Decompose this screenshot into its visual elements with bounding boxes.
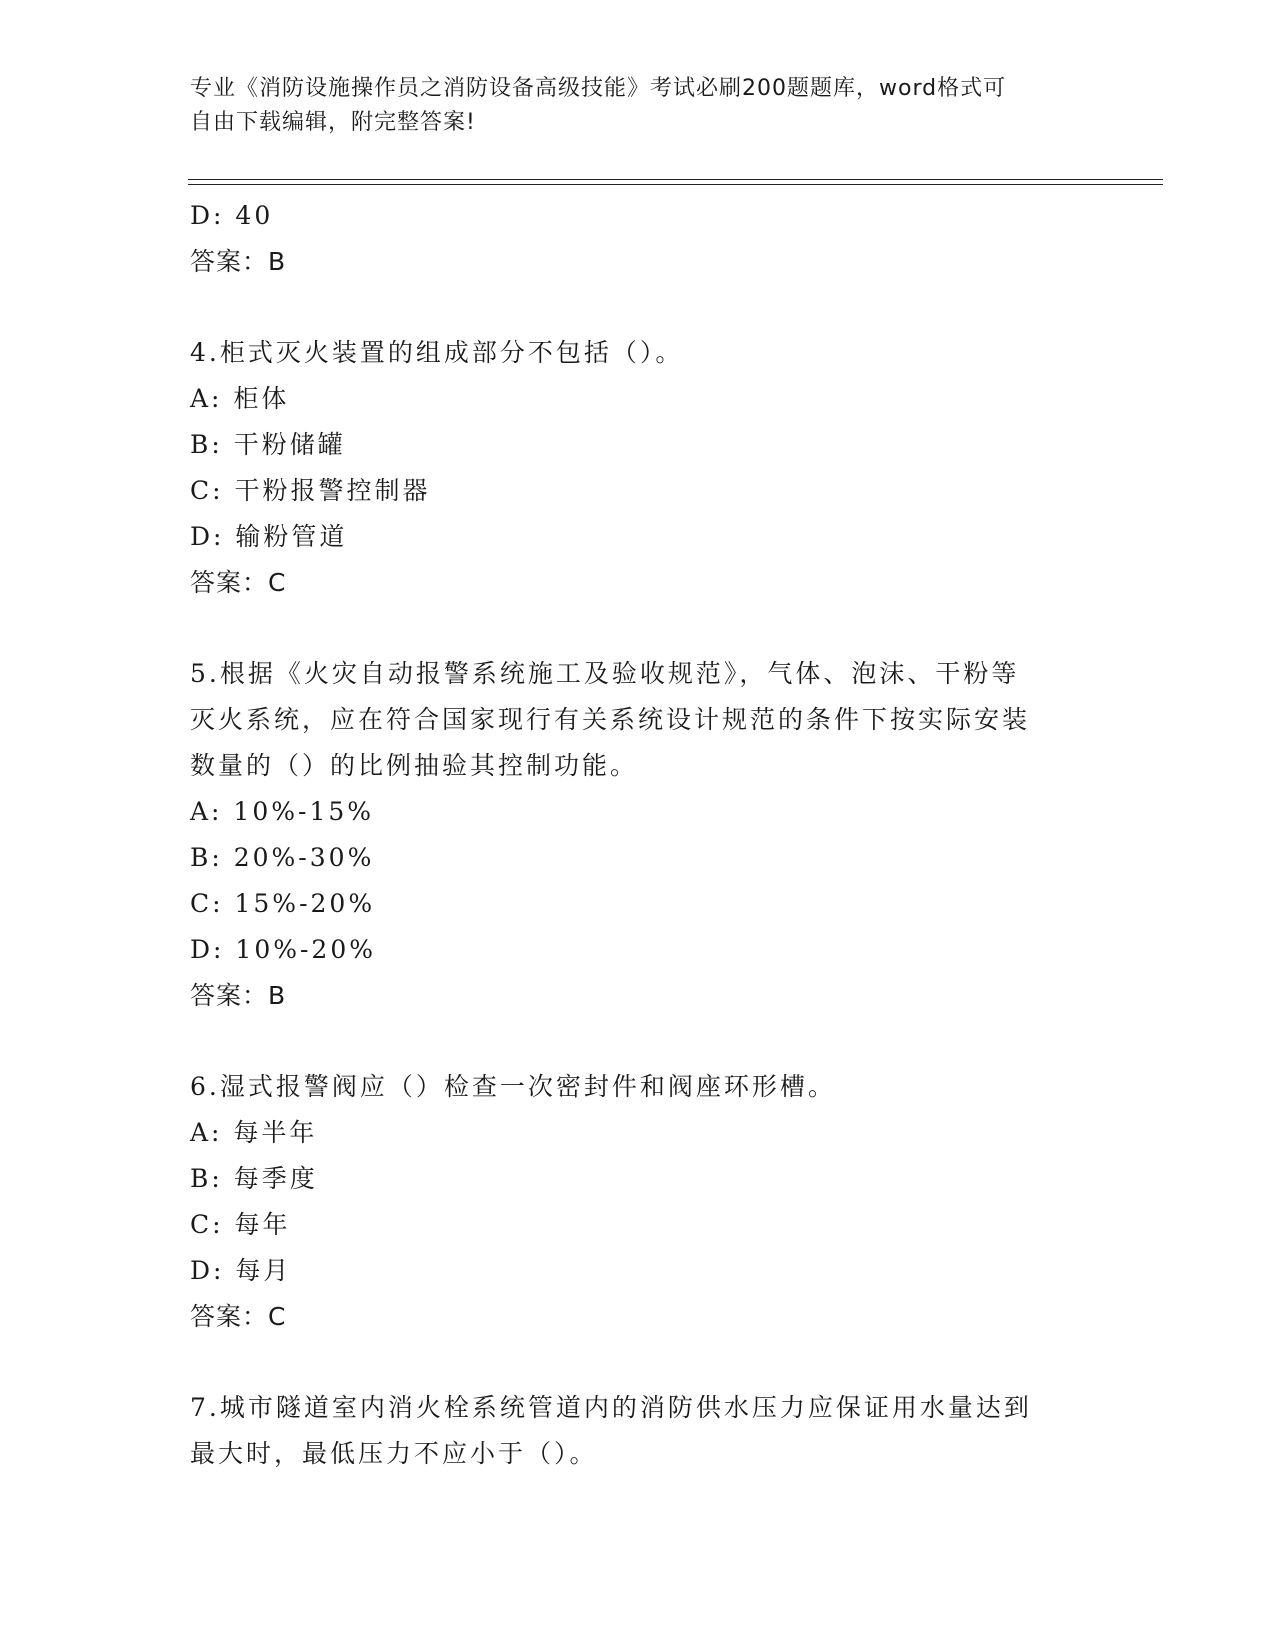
- option-b: B: 干粉储罐: [190, 430, 346, 459]
- question-stem-line: 最大时，最低压力不应小于（）。: [190, 1439, 598, 1468]
- document-header: [190, 72, 1070, 140]
- question-block: [190, 330, 1070, 606]
- question-stem: 4.柜式灭火装置的组成部分不包括（）。: [190, 338, 684, 367]
- option-a: A: 10%-15%: [190, 797, 375, 826]
- question-stem-line: 5.根据《火灾自动报警系统施工及验收规范》，气体、泡沫、干粉等: [190, 659, 1020, 688]
- header-rule-bottom: [188, 184, 1163, 185]
- option-d: D: 40: [190, 201, 274, 230]
- question-block: [190, 1064, 1070, 1340]
- header-line-2: 自由下载编辑，附完整答案!: [190, 110, 476, 135]
- question-block: [190, 1385, 1070, 1477]
- header-line-1: 专业《消防设施操作员之消防设备高级技能》考试必刷200题题库，word格式可: [190, 76, 1007, 101]
- option-a: A: 柜体: [190, 384, 290, 413]
- answer-line: 答案：C: [190, 1302, 287, 1331]
- option-a: A: 每半年: [190, 1118, 318, 1147]
- answer-line: 答案：B: [190, 981, 287, 1010]
- question-stem-line: 7.城市隧道室内消火栓系统管道内的消防供水压力应保证用水量达到: [190, 1393, 1032, 1422]
- option-b: B: 每季度: [190, 1164, 318, 1193]
- option-c: C: 干粉报警控制器: [190, 476, 431, 505]
- question-block: [190, 651, 1070, 1019]
- question-stem: 6.湿式报警阀应（）检查一次密封件和阀座环形槽。: [190, 1072, 836, 1101]
- option-d: D: 10%-20%: [190, 935, 376, 964]
- option-b: B: 20%-30%: [190, 843, 375, 872]
- answer-line: 答案：C: [190, 568, 287, 597]
- option-d: D: 每月: [190, 1256, 292, 1285]
- question-stem-line: 灭火系统，应在符合国家现行有关系统设计规范的条件下按实际安装: [190, 705, 1031, 734]
- header-rule-top: [188, 179, 1163, 180]
- option-c: C: 15%-20%: [190, 889, 376, 918]
- question-stem-line: 数量的（）的比例抽验其控制功能。: [190, 751, 639, 780]
- option-c: C: 每年: [190, 1210, 291, 1239]
- option-d: D: 输粉管道: [190, 522, 348, 551]
- answer-line: 答案：B: [190, 247, 287, 276]
- document-body: [190, 193, 1070, 1477]
